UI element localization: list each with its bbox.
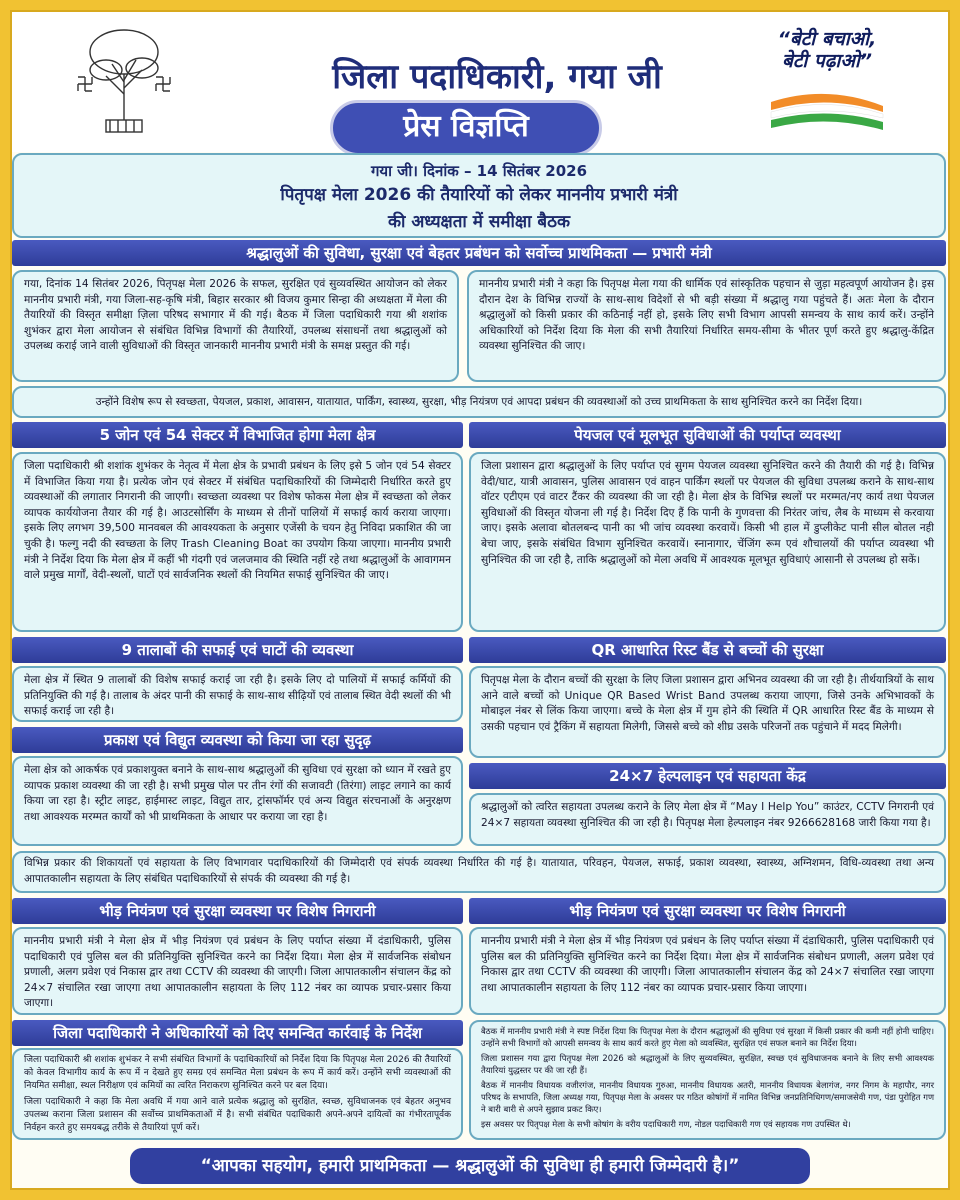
priority-left-box <box>12 270 459 382</box>
ponds-section-title: 9 तालाबों की सफाई एवं घाटों की व्यवस्था <box>12 637 463 663</box>
light-section-title: प्रकाश एवं विद्युत व्यवस्था को किया जा रहा सुदृढ़ <box>12 727 463 753</box>
coordination-box <box>12 1048 463 1140</box>
tricolor-swoosh-icon <box>767 88 887 134</box>
priority-left-text: गया, दिनांक 14 सितंबर 2026, पितृपक्ष मेला 2026 के सफल, सुरक्षित एवं सुव्यवस्थित आयोजन को लेकर माननीय प्रभारी मंत्री, गया जिला-सह-कृषि मंत्री, बिहार सरकार श्री विजय कुमार सिन्हा की अध्यक्षता में मेला की तैयारियों की विस्तृत समीक्षा ज़िला परिषद सभागार में की गई। बैठक में जिला पदाधिकारी गया श्री शशांक शुभंकर द्वारा मेला आयोजन से संबंधित विभिन्न विभागों की तैयारियों, उपलब्ध संसाधनों तथा श्रद्धालुओं को उपलब्ध कराई जाने वाली सुविधाओं की विस्तृत जानकारी माननीय प्रभारी मंत्री के समक्ष प्रस्तुत की गई। <box>24 278 447 353</box>
water-section-title: पेयजल एवं मूलभूत सुविधाओं की पर्याप्त व्यवस्था <box>469 422 946 448</box>
light-text: मेला क्षेत्र को आकर्षक एवं प्रकाशयुक्त बनाने के साथ-साथ श्रद्धालुओं की सुविधा एवं सुरक्षा को ध्यान में रखते हुए व्यापक प्रकाश व्यवस्था की जा रही है। सभी प्रमुख पोल पर तीन रंगों की सजावटी (तिरंगा) लाइट लगाने का कार्य किया जा रहा है। स्ट्रीट लाइट, हाईमास्ट लाइट, विद्युत तार, ट्रांसफॉर्मर एवं अन्य विद्युत संरचनाओं के अनुरक्षण तथा आवश्यक मरम्मत कार्यों को भी प्राथमिकता के आधार पर कराया जा रहा है। <box>24 764 451 823</box>
helpline-section-title: 24×7 हेल्पलाइन एवं सहायता केंद्र <box>469 763 946 789</box>
priority-section-title: श्रद्धालुओं की सुविधा, सुरक्षा एवं बेहतर प्रबंधन को सर्वोच्च प्राथमिकता — प्रभारी मंत्री <box>12 240 946 266</box>
zones-section-title: 5 जोन एवं 54 सेक्टर में विभाजित होगा मेला क्षेत्र <box>12 422 463 448</box>
zones-box <box>12 452 463 632</box>
slogan-line-2: बेटी पढ़ाओ” <box>781 50 873 72</box>
qr-box <box>469 666 946 758</box>
crowd-left-section-title: भीड़ नियंत्रण एवं सुरक्षा व्यवस्था पर विशेष निगरानी <box>12 898 463 924</box>
meeting-text-2: जिला प्रशासन गया द्वारा पितृपक्ष मेला 2026 को श्रद्धालुओं के लिए सुव्यवस्थित, सुरक्षित, स्वच्छ एवं सुविधाजनक बनाने के लिए सभी आवश्यक तैयारियां युद्धस्तर पर की जा रही हैं। <box>481 1053 934 1075</box>
district-magistrate-title: जिला पदाधिकारी, गया जी <box>332 57 662 97</box>
crowd-left-text: माननीय प्रभारी मंत्री ने मेला क्षेत्र में भीड़ नियंत्रण एवं प्रबंधन के लिए पर्याप्त संख्या में दंडाधिकारी, पुलिस पदाधिकारी एवं पुलिस बल की प्रतिनियुक्ति सुनिश्चित करने का निर्देश दिया। मेला क्षेत्र में सार्वजनिक संबोधन प्रणाली, अलग प्रवेश एवं निकास द्वार तथा CCTV की व्यवस्था की जाएगी। जिला आपातकालीन संचालन केंद्र को 24×7 संचालित रखा जाएगा तथा आपातकालीन सहायता के लिए 112 नंबर का व्यापक प्रचार-प्रसार किया जाएगा। <box>24 935 451 1010</box>
headline-line-1: पितृपक्ष मेला 2026 की तैयारियों को लेकर माननीय प्रभारी मंत्री <box>280 185 678 205</box>
water-text: जिला प्रशासन द्वारा श्रद्धालुओं के लिए पर्याप्त एवं सुगम पेयजल व्यवस्था सुनिश्चित करने की तैयारी की गई है। विभिन्न वेदी/घाट, यात्री आवासन, पुलिस आवासन एवं वाहन पार्किंग स्थलों पर पेयजल की सुविधा उपलब्ध कराने के साथ-साथ वॉटर एटीएम एवं वाटर टैंकर की व्यवस्था की जा रही है। मेला क्षेत्र के विभिन्न स्थलों पर मरम्मत/नए कार्य तथा पेयजल सुविधाओं की विस्तृत योजना ली गई है। निर्देश दिए हैं कि पानी के गुणवत्ता की निरंतर जांच, लैब के माध्यम से करवाया जाए। इसके अलावा बोतलबन्द पानी का भी जांच व्यवस्था करवायें। किसी भी हाल में डुप्लीकेट पानी सील बोतल नही बेचा जाए, इसके संबंधित विभाग सुनिश्चित करवायें। स्नानागार, चेंजिंग रूम एवं शौचालयों की पर्याप्त व्यवस्था भी सुनिश्चित की जा रही है, ताकि श्रद्धालुओं को मेला अवधि में आवश्यक मूलभूत सुविधाएं आसानी से उपलब्ध हो सकें। <box>481 460 934 566</box>
bodhi-tree-emblem-icon <box>70 24 178 136</box>
slogan-line-1: “बेटी बचाओ, <box>777 28 877 50</box>
ponds-text: मेला क्षेत्र में स्थित 9 तालाबों की विशेष सफाई कराई जा रही है। इसके लिए दो पालियों में सफाई कर्मियों की प्रतिनियुक्ति की गई है। तालाब के अंदर पानी की सफाई के साथ-साथ सीढ़ियों एवं तालाब स्थित वेदी स्थलों की भी सफाई कराई जा रही है। <box>24 674 451 718</box>
priority-right-text: माननीय प्रभारी मंत्री ने कहा कि पितृपक्ष मेला गया की धार्मिक एवं सांस्कृतिक पहचान से जुड़ा महत्वपूर्ण आयोजन है। इस दौरान देश के विभिन्न राज्यों के साथ-साथ विदेशों से भी बड़ी संख्या में श्रद्धालु गया पहुंचते हैं। अतः मेला के दौरान श्रद्धालुओं को किसी प्रकार की कठिनाई नहीं हो, इसके लिए सभी विभाग आपसी समन्वय के साथ कार्य करें। उन्होंने अधिकारियों को निर्देश दिया कि मेला की सभी तैयारियां निर्धारित समय-सीमा के भीतर पूर्ण करते हुए श्रद्धालु-केंद्रित व्यवस्था सुनिश्चित की जाए। <box>479 278 934 353</box>
headline-line-2: की अध्यक्षता में समीक्षा बैठक <box>387 212 571 232</box>
footer-quote: “आपका सहयोग, हमारी प्राथमिकता — श्रद्धालुओं की सुविधा ही हमारी जिम्मेदारी है।” <box>130 1148 810 1184</box>
qr-text: पितृपक्ष मेला के दौरान बच्चों की सुरक्षा के लिए जिला प्रशासन द्वारा अभिनव व्यवस्था की जा रही है। तीर्थयात्रियों के साथ आने वाले बच्चों को Unique QR Based Wrist Band उपलब्ध कराया जाएगा, जिसे उनके अभिभावकों के मोबाइल नंबर से लिंक किया जाएगा। बच्चे के मेला क्षेत्र में गुम होने की स्थिति में QR आधारित रिस्ट बैंड के माध्यम से उसकी पहचान एवं ट्रैकिंग में सहायता मिलेगी, जिससे बच्चे को शीघ्र उसके परिजनों तक पहुंचाने में मदद मिलेगी। <box>481 674 934 733</box>
meeting-box <box>469 1020 946 1140</box>
ponds-box <box>12 666 463 722</box>
priority-strip-text: उन्होंने विशेष रूप से स्वच्छता, पेयजल, प्रकाश, आवासन, यातायात, पार्किंग, स्वास्थ्य, सुरक्षा, भीड़ नियंत्रण एवं आपदा प्रबंधन की व्यवस्थाओं को उच्च प्राथमिकता के साथ सुनिश्चित करने का निर्देश दिया। <box>95 396 863 408</box>
water-box <box>469 452 946 632</box>
crowd-left-box <box>12 927 463 1015</box>
meeting-text-1: बैठक में माननीय प्रभारी मंत्री ने स्पष्ट निर्देश दिया कि पितृपक्ष मेला के दौरान श्रद्धालुओं की सुविधा एवं सुरक्षा में किसी प्रकार की कमी नहीं होनी चाहिए। उन्होंने सभी विभागों को आपसी समन्वय के साथ कार्य करते हुए मेला को व्यवस्थित, सुरक्षित एवं सफल बनाने का निर्देश दिया। <box>481 1026 934 1048</box>
helpline-box <box>469 793 946 846</box>
press-release-title: प्रेस विज्ञप्ति <box>330 100 602 156</box>
header <box>12 12 948 152</box>
qr-section-title: QR आधारित रिस्ट बैंड से बच्चों की सुरक्षा <box>469 637 946 663</box>
release-date: गया जी। दिनांक – 14 सितंबर 2026 <box>370 162 588 180</box>
responsibility-strip-text: विभिन्न प्रकार की शिकायतों एवं सहायता के लिए विभागवार पदाधिकारियों की जिम्मेदारी एवं संपर्क व्यवस्था निर्धारित की गई है। यातायात, परिवहन, पेयजल, सफाई, प्रकाश व्यवस्था, स्वास्थ्य, अग्निशमन, विधि-व्यवस्था तथा अन्य आपातकालीन सहायता के लिए संबंधित पदाधिकारियों से संपर्क की व्यवस्था की गई है। <box>24 857 934 885</box>
priority-right-box <box>467 270 946 382</box>
meeting-text-4: इस अवसर पर पितृपक्ष मेला के सभी कोषांग के वरीय पदाधिकारी गण, नोडल पदाधिकारी गण एवं सहायक गण उपस्थित थे। <box>481 1119 851 1130</box>
intro-box <box>12 153 946 238</box>
coordination-text-2: जिला पदाधिकारी ने कहा कि मेला अवधि में गया आने वाले प्रत्येक श्रद्धालु को सुरक्षित, स्वच्छ, सुविधाजनक एवं बेहतर अनुभव उपलब्ध कराना जिला प्रशासन की सर्वोच्च प्राथमिकताओं में है। सभी संबंधित पदाधिकारी अपने-अपने दायित्वों का गंभीरतापूर्वक निर्वहन करते हुए समयबद्ध तरीके से तैयारियां पूर्ण करें। <box>24 1097 451 1133</box>
responsibility-strip-box <box>12 851 946 893</box>
priority-strip-box <box>12 386 946 418</box>
light-box <box>12 756 463 846</box>
coordination-text-1: जिला पदाधिकारी श्री शशांक शुभंकर ने सभी संबंधित विभागों के पदाधिकारियों को निर्देश दिया कि पितृपक्ष मेला 2026 की तैयारियों को केवल विभागीय कार्य के रूप में न देखते हुए समग्र एवं समन्वित मेला प्रबंधन के रूप में कार्य करें। उन्होंने सभी व्यवस्थाओं की नियमित समीक्षा, स्थल निरीक्षण एवं कमियों का त्वरित निराकरण सुनिश्चित करने पर बल दिया। <box>24 1055 451 1091</box>
zones-text: जिला पदाधिकारी श्री शशांक शुभंकर के नेतृत्व में मेला क्षेत्र के प्रभावी प्रबंधन के लिए इसे 5 जोन एवं 54 सेक्टर में विभाजित किया गया है। प्रत्येक जोन एवं सेक्टर में संबंधित पदाधिकारियों की जिम्मेदारी निर्धारित करते हुए व्यवस्थाओं की लगातार निगरानी की जाएगी। स्वच्छता व्यवस्था पर विशेष फोकस मेला क्षेत्र में स्वच्छता को लेकर व्यापक कार्ययोजना तैयार की गई है। आउटसोर्सिंग के माध्यम से तीनों पालियों में सफाई कार्य कराया जाएगा। इसके लिए लगभग 39,500 मानवबल की आवश्यकता के अनुसार एजेंसी के चयन हेतु निविदा प्रकाशित की जा चुकी है। फल्गु नदी की स्वच्छता के लिए Trash Cleaning Boat का उपयोग किया जाएगा। माननीय प्रभारी मंत्री ने निर्देश दिया कि मेला क्षेत्र में कहीं भी गंदगी एवं जलजमाव की स्थिति नहीं रहे तथा श्रद्धालुओं के आवागमन वाले प्रमुख मार्गों, वेदी-स्थलों, घाटों एवं सार्वजनिक स्थलों की नियमित सफाई सुनिश्चित की जाए। <box>24 460 451 582</box>
crowd-right-section-title: भीड़ नियंत्रण एवं सुरक्षा व्यवस्था पर विशेष निगरानी <box>469 898 946 924</box>
beti-bachao-logo <box>757 28 897 136</box>
coordination-section-title: जिला पदाधिकारी ने अधिकारियों को दिए समन्वित कार्रवाई के निर्देश <box>12 1020 463 1046</box>
meeting-text-3: बैठक में माननीय विधायक वजीरगंज, माननीय विधायक गुरुआ, माननीय विधायक अतरी, माननीय विधायक बेलागंज, नगर निगम के महापौर, नगर परिषद के सभापति, जिला अध्यक्ष गया, पितृपक्ष मेला के अवसर पर गठित कोषांगों में नामित विभिन्न जनप्रतिनिधिगण/समाजसेवी गण, पंडा पुरोहित गण ने बारी बारी से अपने सुझाव प्रकट किए। <box>481 1080 934 1114</box>
helpline-text: श्रद्धालुओं को त्वरित सहायता उपलब्ध कराने के लिए मेला क्षेत्र में “May I Help You” काउंटर, CCTV निगरानी एवं 24×7 सहायता व्यवस्था सुनिश्चित की जा रही है। पितृपक्ष मेला हेल्पलाइन नंबर 9266628168 जारी किया गया है। <box>481 801 934 829</box>
crowd-right-text: माननीय प्रभारी मंत्री ने मेला क्षेत्र में भीड़ नियंत्रण एवं प्रबंधन के लिए पर्याप्त संख्या में दंडाधिकारी, पुलिस पदाधिकारी एवं पुलिस बल की प्रतिनियुक्ति सुनिश्चित करने का निर्देश दिया। मेला क्षेत्र में सार्वजनिक संबोधन प्रणाली, अलग प्रवेश एवं निकास द्वार तथा CCTV की व्यवस्था की जाएगी। जिला आपातकालीन संचालन केंद्र को 24×7 संचालित रखा जाएगा तथा आपातकालीन सहायता के लिए 112 नंबर का व्यापक प्रचार-प्रसार किया जाएगा। <box>481 935 934 994</box>
crowd-right-box <box>469 927 946 1015</box>
